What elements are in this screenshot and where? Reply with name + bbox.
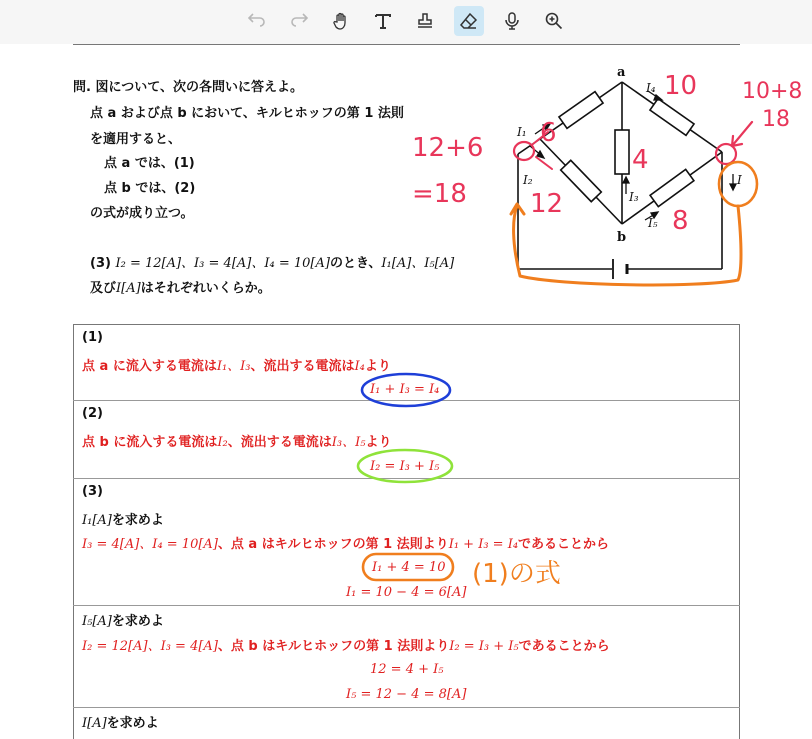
eraser-icon xyxy=(459,11,479,31)
a2-text-e: より xyxy=(365,435,392,450)
q3-and: 及び xyxy=(90,281,117,296)
sub1-text: を求めよ xyxy=(111,513,164,528)
hand-note-12p6: 12+6 xyxy=(412,133,484,163)
undo-button[interactable] xyxy=(242,6,272,36)
a1-inflow: I₁、I₃ xyxy=(216,359,251,374)
a2-text-c: 、流出する電流は xyxy=(227,435,332,450)
sub2-text: を求めよ xyxy=(111,614,164,629)
q3-prefix: (3) xyxy=(90,256,111,271)
answer-3-eq1: I₁ + 4 = 10 xyxy=(372,560,446,575)
a2-text-a: 点 b に流入する電流は xyxy=(82,435,218,450)
line2-text2: であることから xyxy=(518,639,610,654)
answer-1-equation: I₁ + I₃ = I₄ xyxy=(370,382,440,397)
hand-tool-button[interactable] xyxy=(326,6,356,36)
line2-given: I₂ = 12[A]、I₃ = 4[A] xyxy=(82,639,218,654)
question-line-5: 点 b では、(2) xyxy=(104,181,196,196)
document-page xyxy=(0,44,812,739)
orange-circle-current-i xyxy=(719,162,757,206)
red-arrow-into-node xyxy=(732,122,752,146)
a1-text-c: 、流出する電流は xyxy=(250,359,355,374)
a2-inflow: I₂ xyxy=(217,435,228,450)
a2-outflow: I₃、I₅ xyxy=(331,435,366,450)
line1-given: I₃ = 4[A]、I₄ = 10[A] xyxy=(82,537,218,552)
line1-text2: であることから xyxy=(518,537,610,552)
orange-box-eq xyxy=(363,554,453,580)
stamp-icon xyxy=(415,11,435,31)
red-circle-left-node xyxy=(514,142,534,160)
a1-text-a: 点 a に流入する電流は xyxy=(82,359,217,374)
question-line-1: 問. 図について、次の各問いに答えよ。 xyxy=(73,80,303,95)
sub3-unknown: I[A] xyxy=(82,716,107,731)
line2-text: 、点 b はキルヒホッフの第 1 法則より xyxy=(217,639,450,654)
microphone-icon xyxy=(502,11,522,31)
q3-text: のとき、 xyxy=(329,256,382,271)
question-line-2: 点 a および点 b において、キルヒホッフの第 1 法則 xyxy=(90,106,404,121)
hand-note-eq18: =18 xyxy=(412,179,467,209)
question-line-3: を適用すると、 xyxy=(90,132,182,147)
stamp-tool-button[interactable] xyxy=(410,6,440,36)
q3-unknowns: I₁[A]、I₅[A] xyxy=(381,256,455,271)
answer-2-heading: (2) xyxy=(82,406,103,421)
eraser-tool-button[interactable] xyxy=(454,6,484,36)
answer-2-equation: I₂ = I₃ + I₅ xyxy=(370,459,440,474)
hand-note-18: 18 xyxy=(762,107,790,132)
answer-3-eq4: I₅ = 12 − 4 = 8[A] xyxy=(346,687,467,702)
q3-given-values: I₂ = 12[A]、I₃ = 4[A]、I₄ = 10[A] xyxy=(115,256,330,271)
node-b-label: b xyxy=(617,230,627,245)
sub1-unknown: I₁[A] xyxy=(82,513,112,528)
hand-note-8: 8 xyxy=(672,206,689,236)
sub2-unknown: I₅[A] xyxy=(82,614,112,629)
answer-3-heading: (3) xyxy=(82,484,103,499)
answer-3-eq3: 12 = 4 + I₅ xyxy=(370,662,444,677)
hand-note-eq1-ref: (1)の式 xyxy=(472,559,561,589)
annotation-toolbar xyxy=(0,0,812,45)
node-a-label: a xyxy=(617,65,626,80)
ink-annotations xyxy=(0,44,812,739)
current-i5-label: I₅ xyxy=(648,216,658,230)
hand-note-12: 12 xyxy=(530,189,564,219)
q3-ask: はそれぞれいくらか。 xyxy=(140,281,271,296)
line1-law: I₁ + I₃ = I₄ xyxy=(448,537,519,552)
current-i1-label: I₁ xyxy=(517,125,527,139)
voice-tool-button[interactable] xyxy=(497,6,527,36)
sub3-text: を求めよ xyxy=(106,716,159,731)
answer-3-eq2: I₁ = 10 − 4 = 6[A] xyxy=(346,585,467,600)
current-i4-label: I₄ xyxy=(646,81,656,95)
question-line-6: の式が成り立つ。 xyxy=(90,206,194,221)
a1-outflow: I₄ xyxy=(354,359,365,374)
question-line-4: 点 a では、(1) xyxy=(104,156,195,171)
redo-icon xyxy=(289,11,309,31)
line1-text: 、点 a はキルヒホッフの第 1 法則より xyxy=(217,537,449,552)
red-circle-right-node xyxy=(716,144,736,164)
redo-button[interactable] xyxy=(284,6,314,36)
hand-note-10: 10 xyxy=(664,71,698,101)
current-i3-label: I₃ xyxy=(629,190,639,204)
current-i-label: I xyxy=(737,173,742,187)
hand-note-6: 6 xyxy=(540,118,557,148)
answer-1-heading: (1) xyxy=(82,330,103,345)
blue-circle-eq1 xyxy=(362,374,450,406)
hand-icon xyxy=(331,11,351,31)
zoom-tool-button[interactable] xyxy=(539,6,569,36)
green-circle-eq2 xyxy=(358,450,452,482)
a1-text-e: より xyxy=(364,359,391,374)
zoom-icon xyxy=(544,11,564,31)
hand-note-10p8: 10+8 xyxy=(742,79,803,104)
hand-note-4: 4 xyxy=(632,145,649,175)
text-tool-button[interactable] xyxy=(368,6,398,36)
q3-unknown-i: I[A] xyxy=(116,281,141,296)
undo-icon xyxy=(247,11,267,31)
text-tool-icon xyxy=(373,11,393,31)
line2-law: I₂ = I₃ + I₅ xyxy=(449,639,519,654)
current-i2-label: I₂ xyxy=(523,173,533,187)
